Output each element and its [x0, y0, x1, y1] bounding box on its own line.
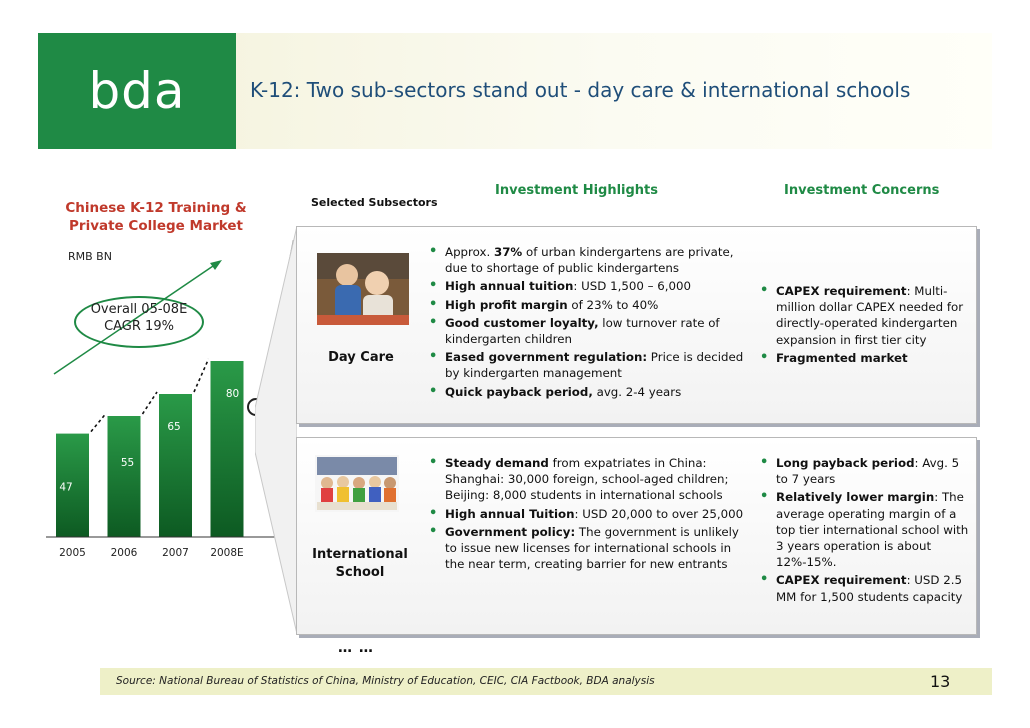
daycare-photo: [317, 253, 409, 325]
tick-label-2005: 2005: [59, 547, 86, 559]
data-label-2008E: 80: [225, 388, 240, 400]
bar-2007: [159, 394, 192, 537]
source-note: Source: National Bureau of Statistics of China, Ministry of Education, CEIC, CIA Factbook, BDA analysis: [116, 675, 655, 687]
chart-title-line1: Chinese K-12 Training &: [65, 200, 247, 216]
item-bold-text: High annual Tuition: [445, 506, 575, 521]
investment-highlights-heading: Investment Highlights: [495, 183, 659, 198]
item-text: : USD 1,500 – 6,000: [573, 279, 692, 294]
list-item: [427, 244, 745, 276]
cagr-line1: Overall 05-08E: [90, 302, 188, 317]
item-text: The government is unlikely to issue new licenses for international schools in the near term, creating barrier for new entrants: [445, 524, 739, 572]
list-item: [427, 455, 745, 504]
chart-title: [58, 199, 254, 235]
item-bold-text: Government policy:: [445, 524, 576, 539]
data-label-2006: 55: [120, 457, 135, 469]
trend-connector: [194, 359, 209, 392]
tick-label-2008E: 2008E: [210, 547, 244, 559]
list-item: [427, 315, 745, 347]
item-text: low turnover rate of kindergarten children: [445, 315, 720, 347]
item-text: of 23% to 40%: [567, 297, 659, 312]
cagr-annotation: [74, 301, 204, 335]
item-bold-text: Eased government regulation:: [445, 350, 648, 365]
list-item: [758, 572, 970, 604]
zoom-wedge: [255, 226, 297, 634]
item-text: : USD 20,000 to over 25,000: [574, 506, 744, 521]
item-bold-text: High annual tuition: [445, 279, 574, 294]
list-item: [427, 278, 745, 294]
list-item: [427, 297, 745, 313]
unit-label: RMB BN: [68, 250, 112, 263]
logo-text: bda: [88, 62, 186, 120]
item-text: Price is decided by kindergarten management: [445, 350, 744, 381]
item-bold-text: CAPEX requirement: [776, 284, 907, 298]
trend-connector: [143, 392, 158, 414]
growth-arrow-head: [210, 260, 222, 270]
item-text: : The average operating margin of a top tier international school with 3 years operation is about 12%-15%.: [776, 490, 969, 570]
trend-connector: [91, 414, 106, 432]
item-text: from expatriates in China: Shanghai: 30,000 foreign, school-aged children; Beijing: 8,000 students in international schools: [445, 456, 729, 503]
list-item: [427, 506, 745, 522]
daycare-highlights-list: [427, 244, 745, 402]
international-school-photo: [315, 455, 399, 512]
more-ellipsis: … …: [338, 640, 374, 656]
international-school-label: International School: [312, 547, 408, 580]
item-bold-text: Fragmented market: [776, 350, 908, 365]
list-item: [758, 455, 970, 487]
list-item: [758, 489, 970, 570]
item-text: : Avg. 5 to 7 years: [776, 456, 960, 487]
international-concerns-list: [758, 455, 970, 607]
data-label-2007: 65: [167, 421, 181, 433]
item-bold-text: Relatively lower margin: [776, 490, 935, 505]
list-item: [758, 350, 968, 366]
item-text: : Multi-million dollar CAPEX needed for directly-operated kindergarten expansion in first tier city: [776, 284, 964, 347]
list-item: [758, 283, 968, 348]
item-bold-text: Long payback period: [776, 456, 915, 470]
cagr-line2: CAGR 19%: [104, 319, 174, 334]
item-bold-text: CAPEX requirement: [776, 573, 907, 588]
item-text: of urban kindergartens are private, due to shortage of public kindergartens: [445, 245, 734, 276]
list-item: [427, 384, 745, 400]
selected-subsectors-heading: Selected Subsectors: [311, 196, 438, 209]
item-text: avg. 2-4 years: [592, 384, 682, 399]
daycare-concerns-list: [758, 283, 968, 368]
item-bold-text: 37%: [493, 245, 523, 259]
item-text: Approx.: [445, 245, 494, 259]
bar-2006: [108, 416, 141, 537]
investment-concerns-heading: Investment Concerns: [784, 183, 940, 198]
tick-label-2007: 2007: [162, 547, 189, 559]
item-bold-text: Good customer loyalty,: [445, 315, 599, 330]
international-highlights-list: [427, 455, 745, 574]
page-title: K-12: Two sub-sectors stand out - day care & international schools: [250, 78, 911, 102]
daycare-label: Day Care: [328, 350, 394, 365]
list-item: [427, 524, 745, 573]
list-item: [427, 349, 745, 381]
page-number: 13: [930, 672, 951, 691]
item-bold-text: Steady demand: [445, 456, 549, 470]
data-label-2005: 47: [59, 481, 73, 494]
item-text: : USD 2.5 MM for 1,500 students capacity: [776, 573, 963, 604]
chart-title-line2: Private College Market: [69, 218, 243, 234]
tick-label-2006: 2006: [110, 547, 138, 559]
item-bold-text: Quick payback period,: [445, 384, 593, 399]
item-bold-text: High profit margin: [445, 297, 568, 312]
